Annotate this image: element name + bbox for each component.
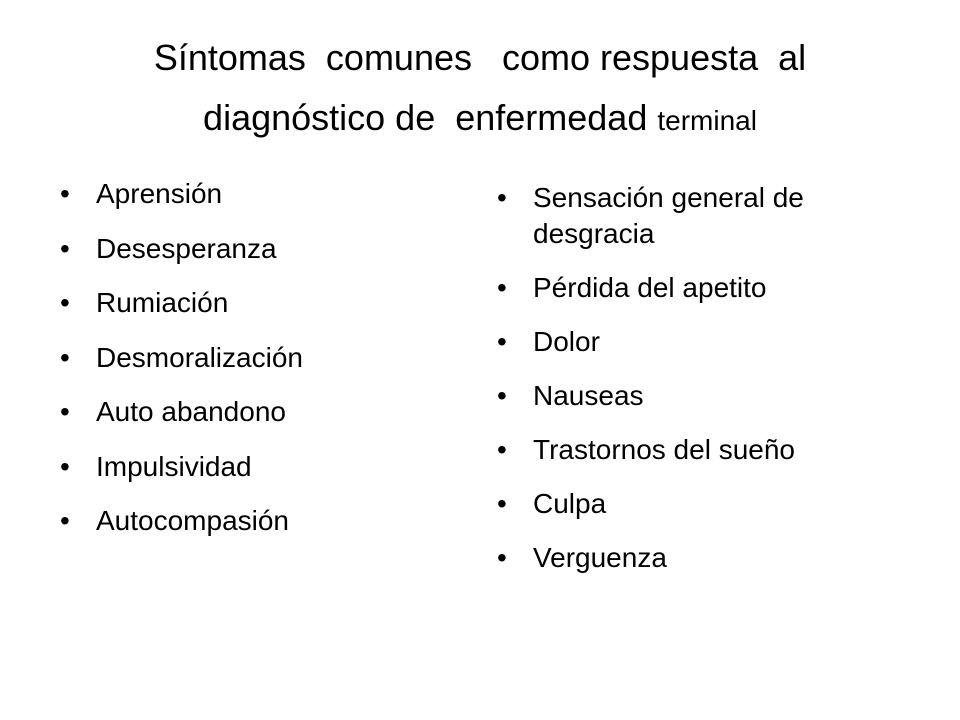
list-item <box>497 324 917 360</box>
list-item-label: Auto abandono <box>96 396 286 427</box>
list-item-label: Aprensión <box>96 178 223 209</box>
list-item <box>60 449 460 504</box>
list-item <box>497 540 917 576</box>
list-item-label: Impulsividad <box>96 450 252 482</box>
list-item <box>497 486 917 522</box>
list-item-label: Nauseas <box>533 380 644 411</box>
title-line-2: diagnóstico de enfermedad <box>203 97 658 138</box>
list-item <box>497 270 917 306</box>
list-item-label: Pérdida del apetito <box>533 272 767 303</box>
list-item <box>60 340 460 395</box>
title-line-2-suffix: terminal <box>657 105 757 136</box>
list-item <box>497 180 917 252</box>
bullet-icon: • <box>60 505 70 536</box>
bullet-icon: • <box>60 341 70 373</box>
list-item-label: Desmoralización <box>96 341 303 373</box>
list-item <box>497 378 917 414</box>
list-item-label: Rumiación <box>96 287 229 318</box>
bullet-icon: • <box>497 380 507 411</box>
list-item-label: Desesperanza <box>96 232 277 264</box>
list-item <box>60 394 460 449</box>
bullet-icon: • <box>60 450 70 482</box>
left-symptom-list <box>60 176 460 558</box>
bullet-icon: • <box>60 178 70 209</box>
bullet-icon: • <box>60 287 70 318</box>
right-symptom-list <box>497 180 917 594</box>
list-item-label: Autocompasión <box>96 505 290 536</box>
bullet-icon: • <box>60 396 70 427</box>
bullet-icon: • <box>497 488 507 519</box>
bullet-icon: • <box>497 326 507 357</box>
list-item <box>497 432 917 468</box>
list-item <box>60 176 460 231</box>
list-item-label: Verguenza <box>533 542 667 573</box>
bullet-icon: • <box>497 434 507 465</box>
list-item-label: Dolor <box>533 326 600 357</box>
bullet-icon: • <box>497 182 507 213</box>
list-item-label: Culpa <box>533 488 607 519</box>
list-item <box>60 503 460 558</box>
bullet-icon: • <box>60 232 70 264</box>
list-item <box>60 285 460 340</box>
bullet-icon: • <box>497 542 507 573</box>
list-item-label: Sensación general de desgracia <box>533 182 804 249</box>
slide-title <box>40 28 920 151</box>
list-item <box>60 231 460 286</box>
title-line-1: Síntomas comunes como respuesta al <box>153 37 807 78</box>
list-item-label: Trastornos del sueño <box>533 434 795 465</box>
bullet-icon: • <box>497 272 507 303</box>
